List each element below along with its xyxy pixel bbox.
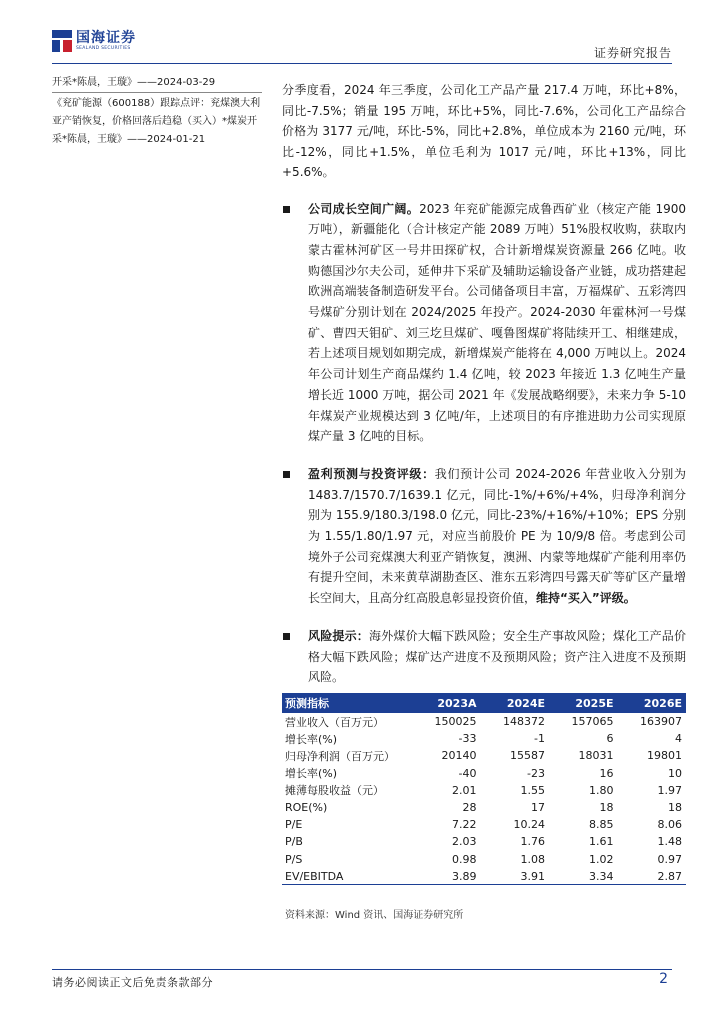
table-cell: 1.55 xyxy=(520,783,545,797)
table-cell: 1.76 xyxy=(520,835,545,849)
table-cell: P/B xyxy=(285,835,303,849)
table-cell: 摊薄每股收益（元） xyxy=(285,784,384,798)
table-cell: 163907 xyxy=(640,715,682,729)
table-header-row xyxy=(282,693,686,713)
table-cell: 0.98 xyxy=(452,852,477,866)
table-row xyxy=(282,782,686,799)
table-cell: -1 xyxy=(534,732,545,746)
table-row xyxy=(282,816,686,833)
risk-heading: 风险提示： xyxy=(308,628,369,643)
forecast-heading: 盈利预测与投资评级： xyxy=(308,466,435,481)
table-row xyxy=(282,713,686,730)
table-header-cell: 2024E xyxy=(481,693,550,713)
table-cell: -40 xyxy=(458,766,477,780)
table-cell: P/S xyxy=(285,852,303,866)
table-row xyxy=(282,833,686,850)
header-divider xyxy=(52,63,672,64)
table-header-cell: 2026E xyxy=(618,693,687,713)
growth-text: 2023 年兖矿能源完成鲁西矿业（核定产能 1900 万吨），新疆能化（合计核定产能 2089 万吨）51%股权收购，获取内蒙古霍林河矿区一号井田探矿权，合计新增煤炭资源量 266 亿吨。收购德国沙尔夫公司，延伸井下采矿及辅助运输设备产业链，成功搭建起欧洲高端装备制造研发平台。公司储备项目丰富，万福煤矿、五彩湾四号煤矿分别计划在 2024/2025 年投产。2024-2030 年霍林河一号煤矿、曹四天钼矿、刘三圪旦煤矿、嘎鲁图煤矿将陆续开工、相继建成，若上述项目规划如期完成，新增煤炭产能将在 4,000 万吨以上。2024 年公司计划生产商品煤约 1.4 亿吨，较 2023 年接近 1.3 亿吨生产量增长近 1000 万吨，据公司 2021 年《发展战略纲要》，未来力争 5-10 年煤炭产业规模达到 3 亿吨/年，上述项目的有序推进助力公司实现原煤产量 3 亿吨的目标。 xyxy=(308,201,686,444)
table-cell: -33 xyxy=(458,732,477,746)
table-header-cell: 2023A xyxy=(412,693,481,713)
table-row xyxy=(282,765,686,782)
bullet-square-icon xyxy=(283,633,290,640)
table-cell: -23 xyxy=(527,766,545,780)
table-cell: 0.97 xyxy=(657,852,682,866)
table-cell: 4 xyxy=(675,732,682,746)
table-cell: 3.91 xyxy=(481,868,550,885)
rating-text: 维持“买入”评级。 xyxy=(536,591,636,606)
table-row xyxy=(282,730,686,747)
table-cell: 17 xyxy=(531,801,545,815)
table-cell: 148372 xyxy=(503,715,545,729)
table-cell: 归母净利润（百万元） xyxy=(285,749,395,763)
related-report-item: 开采*陈晨，王璇》——2024-03-29 xyxy=(52,77,216,88)
forecast-section xyxy=(282,464,686,609)
table-cell: 8.85 xyxy=(589,818,614,832)
table-cell: 2.01 xyxy=(452,783,477,797)
table-row xyxy=(282,747,686,764)
table-header-cell: 2025E xyxy=(549,693,618,713)
table-cell: 19801 xyxy=(647,749,682,763)
logo-cn-text: 国海证券 xyxy=(76,29,136,46)
table-cell: 1.02 xyxy=(589,852,614,866)
table-cell: 营业收入（百万元） xyxy=(285,715,384,729)
forecast-text: 我们预计公司 2024-2026 年营业收入分别为 1483.7/1570.7/1639.1 亿元，同比-1%/+6%/+4%，归母净利润分别为 155.9/180.3/198.0 亿元，同比-23%/+16%/+10%；EPS 分别为 1.55/1.80/1.97 元，对应当前股价 PE 为 10/9/8 倍。考虑到公司境外子公司兖煤澳大利亚产销恢复，澳洲、内蒙等地煤矿产能利用率仍有提升空间，未来黄草湖勘查区、淮东五彩湾四号露天矿等矿区产量增长空间大，且高分红高股息彰显投资价值， xyxy=(308,466,686,606)
table-cell: 7.22 xyxy=(452,818,477,832)
table-cell: 10.24 xyxy=(513,818,545,832)
table-cell: 15587 xyxy=(510,749,545,763)
page-number: 2 xyxy=(659,971,668,987)
logo-en-text: SEALAND SECURITIES xyxy=(76,45,131,51)
table-cell: 10 xyxy=(668,766,682,780)
table-cell: 1.48 xyxy=(657,835,682,849)
footer-disclaimer: 请务必阅读正文后免责条款部分 xyxy=(52,976,213,989)
related-reports xyxy=(52,74,262,149)
table-cell: 6 xyxy=(606,732,614,746)
footer-divider xyxy=(52,969,672,970)
table-cell: 16 xyxy=(599,766,614,780)
table-cell: 28 xyxy=(462,801,477,815)
table-cell: 150025 xyxy=(434,715,477,729)
table-header-cell: 预测指标 xyxy=(282,693,412,713)
related-report-item: 《兖矿能源（600188）跟踪点评：兖煤澳大利亚产销恢复，价格回落后趋稳（买入）*煤炭开采*陈晨，王璇》——2024-01-21 xyxy=(52,98,261,145)
table-cell: 增长率(%) xyxy=(285,767,338,781)
table-cell: EV/EBITDA xyxy=(282,868,412,885)
table-cell: 18 xyxy=(599,801,614,815)
growth-heading: 公司成长空间广阔。 xyxy=(308,201,420,216)
logo-mark-icon xyxy=(52,30,72,52)
bullet-square-icon xyxy=(283,471,290,478)
main-content xyxy=(282,80,686,688)
table-row xyxy=(282,868,686,885)
risk-section xyxy=(282,626,686,688)
risk-text: 海外煤价大幅下跌风险；安全生产事故风险；煤化工产品价格大幅下跌风险；煤矿达产进度不及预期风险；资产注入进度不及预期风险。 xyxy=(308,628,686,685)
table-cell: P/E xyxy=(285,818,303,832)
growth-section xyxy=(282,199,686,447)
table-cell: 3.34 xyxy=(549,868,618,885)
table-cell: 18 xyxy=(668,801,682,815)
table-cell: 2.87 xyxy=(618,868,687,885)
table-cell: 1.80 xyxy=(589,783,614,797)
table-cell: ROE(%) xyxy=(285,801,328,815)
bullet-square-icon xyxy=(283,206,290,213)
table-cell: 157065 xyxy=(571,715,614,729)
table-cell: 增长率(%) xyxy=(285,732,338,746)
table-cell: 20140 xyxy=(441,749,477,763)
forecast-table xyxy=(282,693,686,885)
table-cell: 18031 xyxy=(578,749,614,763)
table-cell: 3.89 xyxy=(412,868,481,885)
quarterly-paragraph: 分季度看，2024 年三季度，公司化工产品产量 217.4 万吨，环比+8%，同比-7.5%；销量 195 万吨，环比+5%，同比-7.6%，公司化工产品综合价格为 3177 元/吨，环比-5%，同比+2.8%，单位成本为 2160 元/吨，环比-12%，同比+1.5%，单位毛利为 1017 元/吨，环比+13%，同比+5.6%。 xyxy=(282,83,686,179)
table-cell: 1.97 xyxy=(657,783,682,797)
report-type-label: 证券研究报告 xyxy=(593,46,672,60)
table-row xyxy=(282,799,686,816)
table-cell: 8.06 xyxy=(657,818,682,832)
table-cell: 1.61 xyxy=(589,835,614,849)
table-row xyxy=(282,851,686,868)
company-logo xyxy=(52,30,136,52)
related-reports-divider xyxy=(52,92,262,93)
table-cell: 2.03 xyxy=(452,835,477,849)
table-source-note: 资料来源：Wind 资讯、国海证券研究所 xyxy=(285,910,464,921)
table-cell: 1.08 xyxy=(520,852,545,866)
